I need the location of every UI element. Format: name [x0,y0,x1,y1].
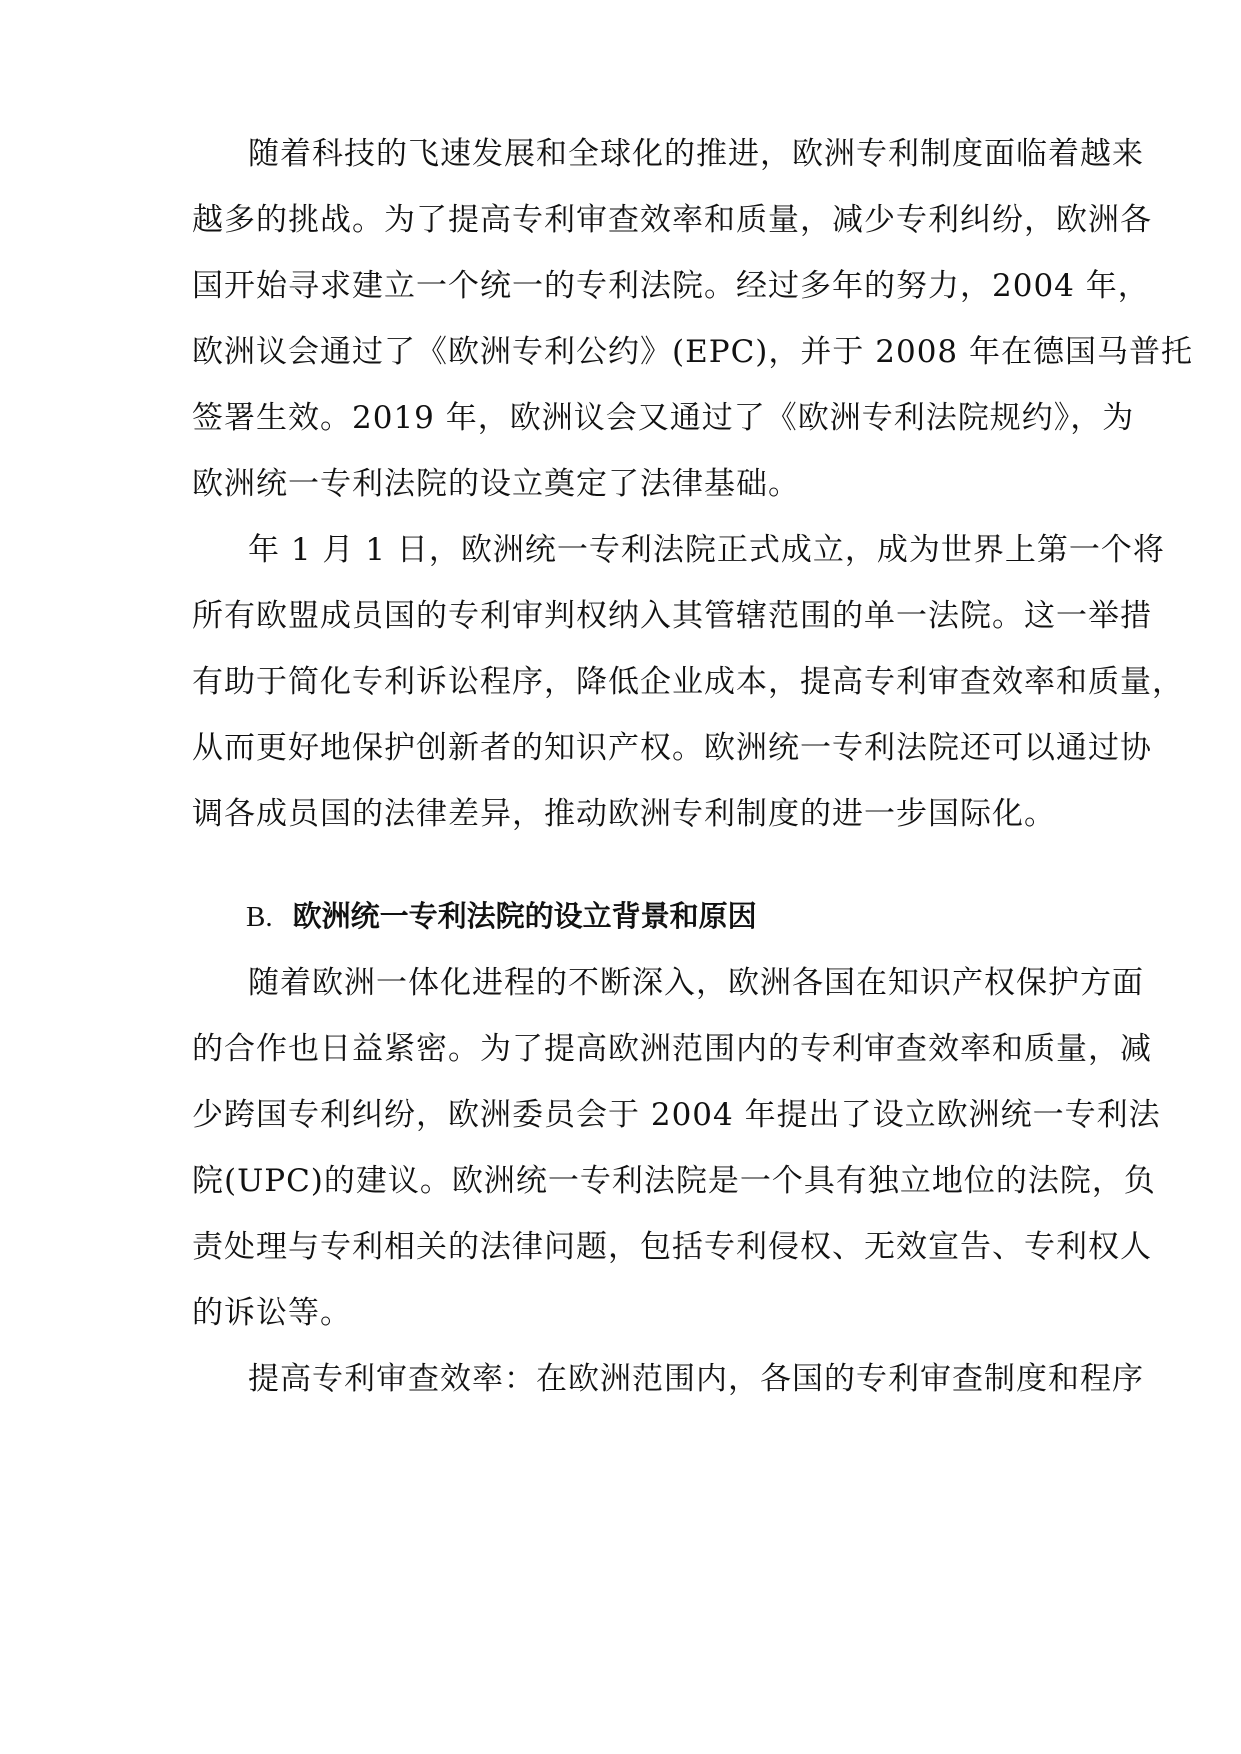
paragraph-line: 随着科技的飞速发展和全球化的推进，欧洲专利制度面临着越来 [248,136,1144,172]
paragraph-line: 国开始寻求建立一个统一的专利法院。经过多年的努力，2004 年， [192,268,1150,304]
paragraph-line: 提高专利审查效率：在欧洲范围内，各国的专利审查制度和程序 [248,1361,1144,1397]
paragraph-line: 随着欧洲一体化进程的不断深入，欧洲各国在知识产权保护方面 [248,965,1144,1001]
paragraph-line: 院(UPC)的建议。欧洲统一专利法院是一个具有独立地位的法院，负 [192,1163,1156,1199]
paragraph-line: 责处理与专利相关的法律问题，包括专利侵权、无效宣告、专利权人 [192,1229,1152,1265]
paragraph-line: 欧洲统一专利法院的设立奠定了法律基础。 [192,466,800,502]
paragraph-line: 的诉讼等。 [192,1295,352,1331]
section-heading [246,896,757,936]
paragraph-line: 从而更好地保护创新者的知识产权。欧洲统一专利法院还可以通过协 [192,730,1152,766]
section-number: B. [246,901,273,933]
paragraph-line: 的合作也日益紧密。为了提高欧洲范围内的专利审查效率和质量，减 [192,1031,1152,1067]
section-title: 欧洲统一专利法院的设立背景和原因 [292,899,757,933]
paragraph-line: 签署生效。2019 年，欧洲议会又通过了《欧洲专利法院规约》，为 [192,400,1135,436]
paragraph-line: 年 1 月 1 日，欧洲统一专利法院正式成立，成为世界上第一个将 [248,532,1165,568]
paragraph-line: 少跨国专利纠纷，欧洲委员会于 2004 年提出了设立欧洲统一专利法 [192,1097,1161,1133]
paragraph-line: 欧洲议会通过了《欧洲专利公约》(EPC)，并于 2008 年在德国马普托 [192,334,1193,370]
paragraph-line: 越多的挑战。为了提高专利审查效率和质量，减少专利纠纷，欧洲各 [192,202,1152,238]
paragraph-line: 所有欧盟成员国的专利审判权纳入其管辖范围的单一法院。这一举措 [192,598,1152,634]
paragraph-line: 调各成员国的法律差异，推动欧洲专利制度的进一步国际化。 [192,796,1056,832]
paragraph-line: 有助于简化专利诉讼程序，降低企业成本，提高专利审查效率和质量， [192,664,1184,700]
